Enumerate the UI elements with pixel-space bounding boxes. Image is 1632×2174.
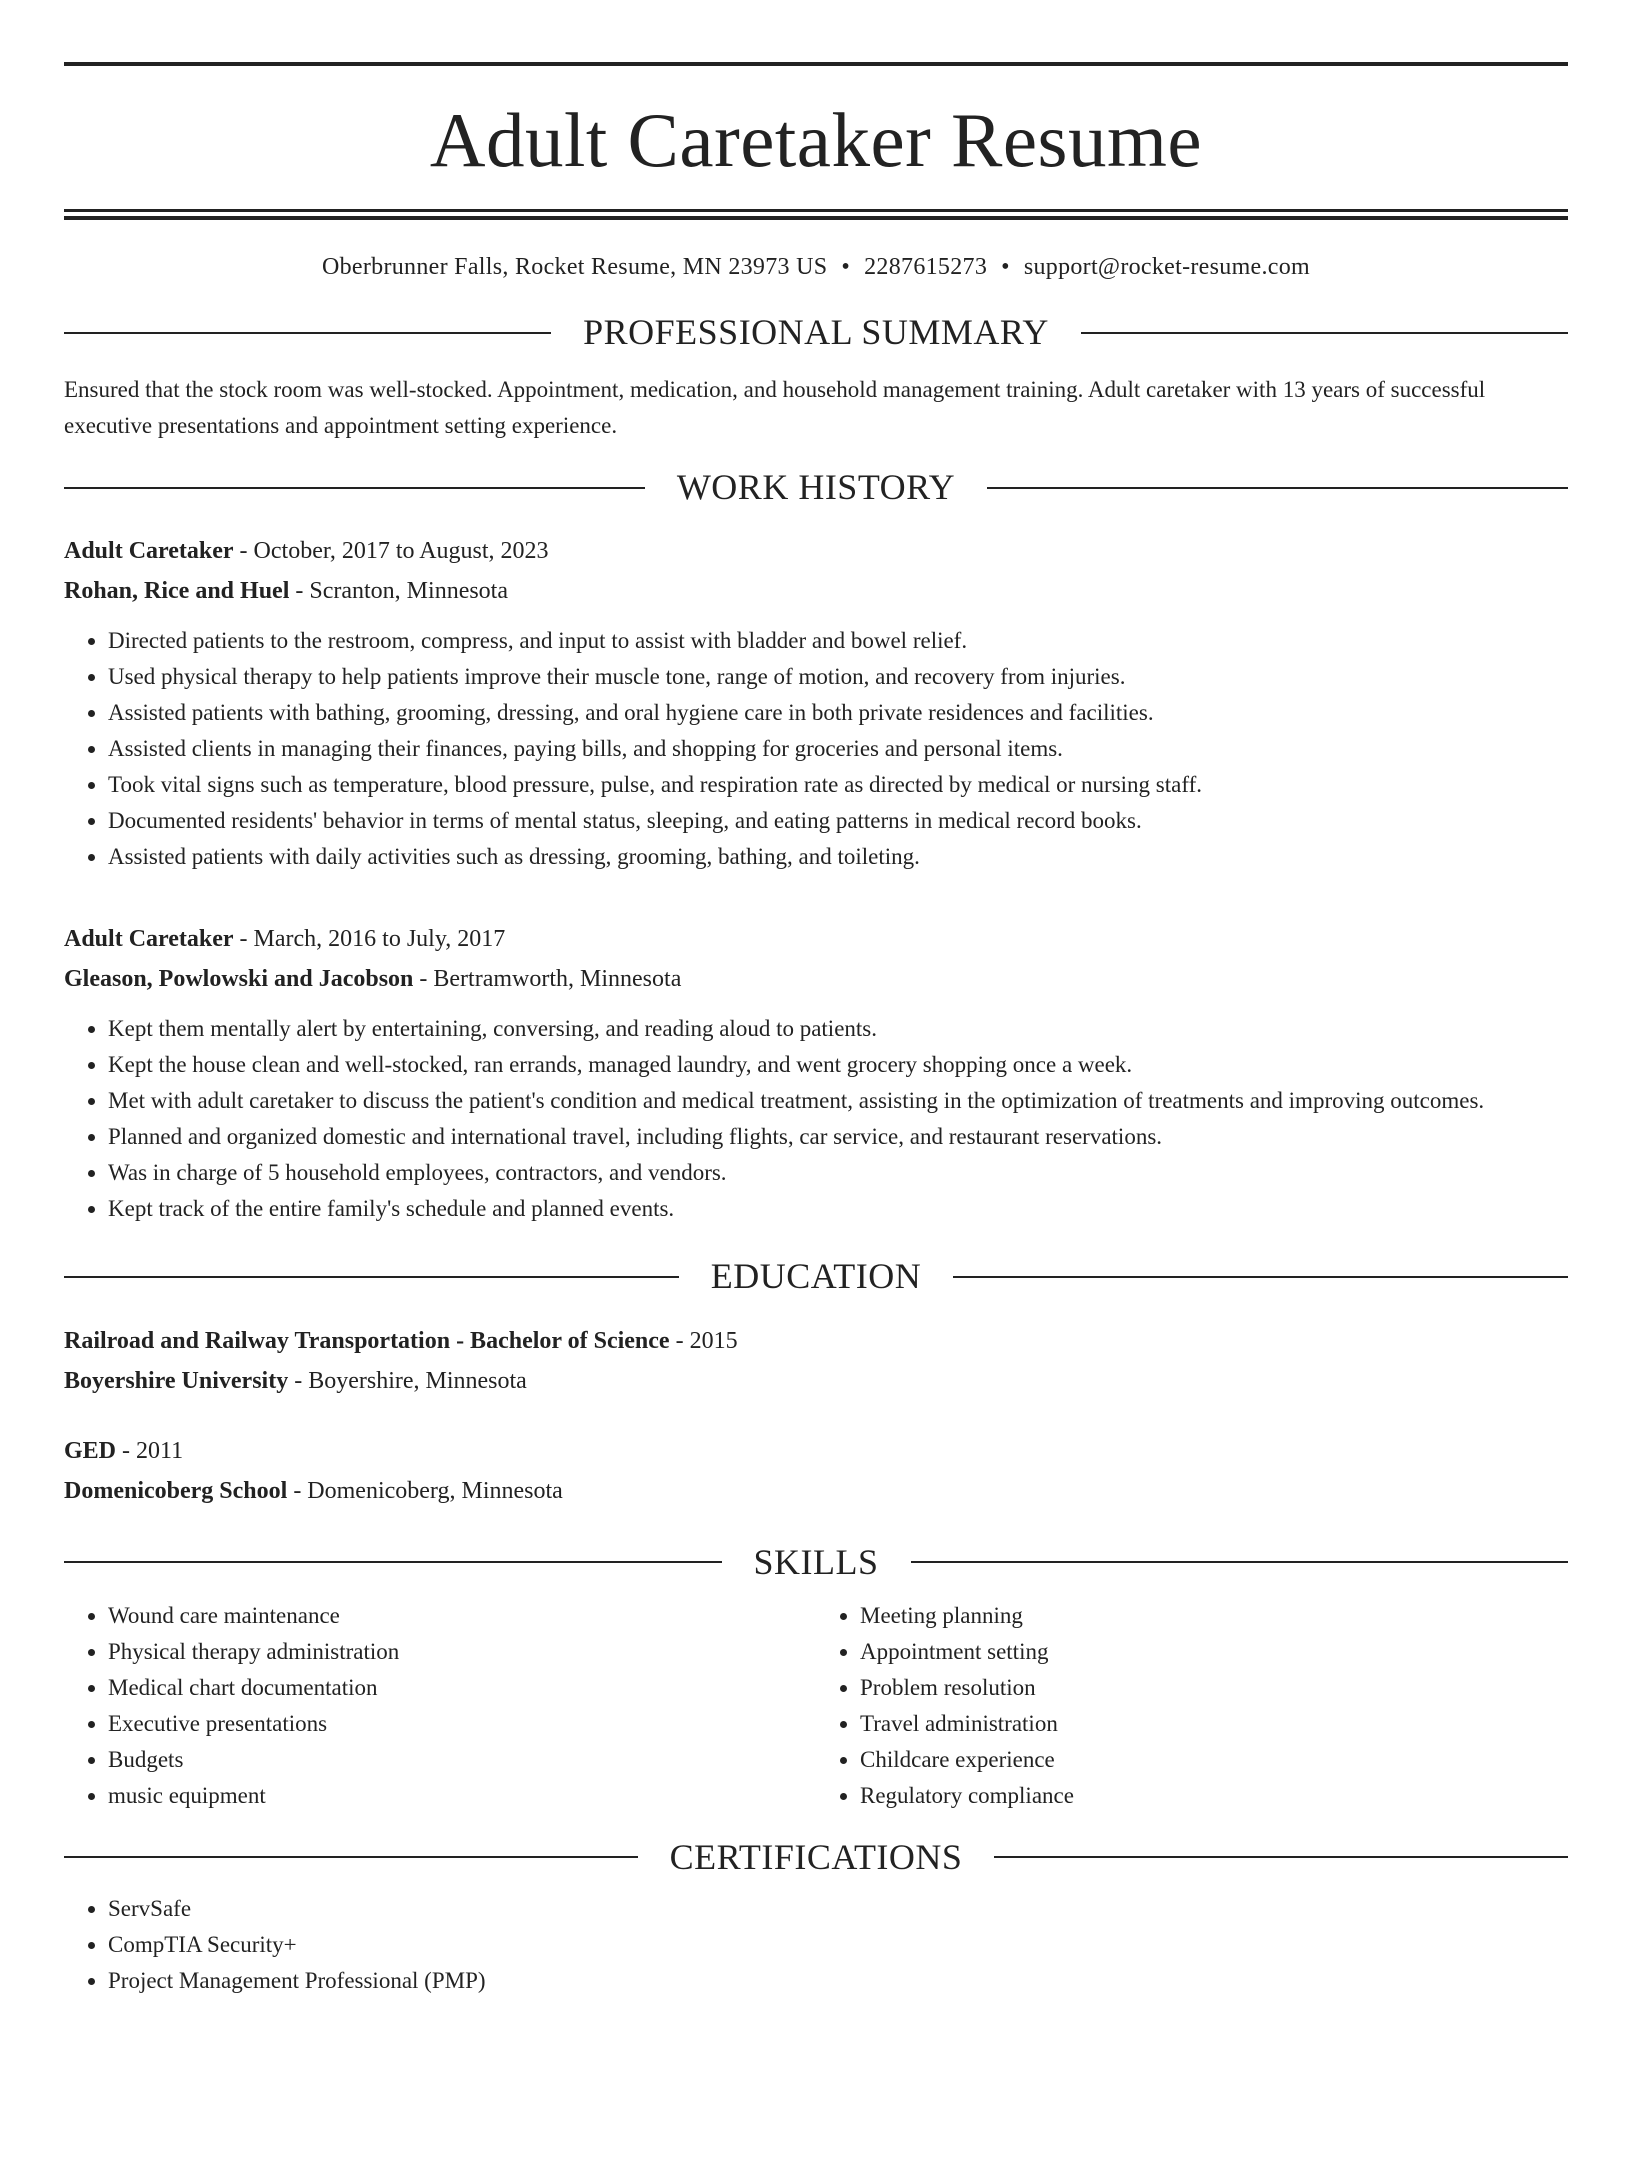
section-rule-left bbox=[64, 487, 645, 489]
section-title-certifications: CERTIFICATIONS bbox=[669, 1836, 963, 1877]
job-title: Adult Caretaker bbox=[64, 538, 234, 565]
job-title: Adult Caretaker bbox=[64, 926, 234, 953]
title-double-rule bbox=[64, 209, 1568, 220]
education-school: Boyershire University bbox=[64, 1367, 289, 1394]
section-header-education bbox=[64, 1255, 1568, 1298]
list-item: • Childcare experience bbox=[860, 1742, 1568, 1778]
job-company: Gleason, Powlowski and Jacobson bbox=[64, 966, 414, 993]
list-item: • ServSafe bbox=[108, 1891, 1568, 1927]
list-item: • Assisted patients with daily activities such as dressing, grooming, bathing, and toileting. bbox=[108, 839, 1568, 875]
job-company: Rohan, Rice and Huel bbox=[64, 578, 290, 605]
education-entry bbox=[64, 1431, 1568, 1511]
section-rule-right bbox=[994, 1856, 1568, 1858]
education-degree-line bbox=[64, 1321, 1568, 1361]
top-rule bbox=[64, 62, 1568, 66]
education-school-line bbox=[64, 1361, 1568, 1401]
education-location: - Domenicoberg, Minnesota bbox=[287, 1477, 563, 1504]
list-item: • Met with adult caretaker to discuss the patient's condition and medical treatment, assisting in the optimization of treatments and improving outcomes. bbox=[108, 1083, 1568, 1119]
job-entry bbox=[64, 919, 1568, 1227]
section-title-work-history: WORK HISTORY bbox=[676, 467, 956, 508]
job-bullets bbox=[64, 623, 1568, 875]
section-rule-right bbox=[987, 487, 1568, 489]
education-year: - 2011 bbox=[116, 1437, 184, 1464]
section-rule-left bbox=[64, 332, 551, 334]
summary-text: Ensured that the stock room was well-stocked. Appointment, medication, and household management training. Adult caretaker with 13 years of successful executive presentations and appointment setting experience. bbox=[64, 377, 1486, 439]
job-dates: - March, 2016 to July, 2017 bbox=[233, 926, 506, 953]
section-rule-left bbox=[64, 1561, 722, 1563]
list-item: • Assisted clients in managing their finances, paying bills, and shopping for groceries and personal items. bbox=[108, 731, 1568, 767]
job-company-line bbox=[64, 571, 1568, 611]
education-degree-line bbox=[64, 1431, 1568, 1471]
job-location: - Scranton, Minnesota bbox=[289, 578, 508, 605]
list-item: • Travel administration bbox=[860, 1706, 1568, 1742]
list-item: • Regulatory compliance bbox=[860, 1778, 1568, 1814]
education-school: Domenicoberg School bbox=[64, 1477, 288, 1504]
job-bullets bbox=[64, 1011, 1568, 1227]
list-item: • Project Management Professional (PMP) bbox=[108, 1963, 1568, 1999]
education-degree: GED bbox=[64, 1437, 117, 1464]
list-item: • Took vital signs such as temperature, blood pressure, pulse, and respiration rate as directed by medical or nursing staff. bbox=[108, 767, 1568, 803]
section-header-work-history bbox=[64, 466, 1568, 509]
contact-address: Oberbrunner Falls, Rocket Resume, MN 23973 US bbox=[321, 254, 828, 280]
section-rule-right bbox=[911, 1561, 1569, 1563]
list-item: • Planned and organized domestic and international travel, including flights, car service, and restaurant reservations. bbox=[108, 1119, 1568, 1155]
job-title-line bbox=[64, 919, 1568, 959]
job-company-line bbox=[64, 959, 1568, 999]
list-item: • Kept them mentally alert by entertaining, conversing, and reading aloud to patients. bbox=[108, 1011, 1568, 1047]
contact-line bbox=[64, 254, 1568, 281]
section-title-summary: PROFESSIONAL SUMMARY bbox=[583, 312, 1049, 352]
list-item: • music equipment bbox=[108, 1778, 816, 1814]
list-item: • Used physical therapy to help patients improve their muscle tone, range of motion, and recovery from injuries. bbox=[108, 659, 1568, 695]
contact-phone: 2287615273 bbox=[864, 254, 988, 280]
skills-column-right bbox=[816, 1598, 1568, 1814]
section-title-skills: SKILLS bbox=[753, 1541, 879, 1582]
contact-email: support@rocket-resume.com bbox=[1023, 254, 1311, 280]
job-location: - Bertramworth, Minnesota bbox=[413, 966, 682, 993]
contact-separator: • bbox=[841, 254, 851, 280]
list-item: • Assisted patients with bathing, grooming, dressing, and oral hygiene care in both private residences and facilities. bbox=[108, 695, 1568, 731]
list-item: • Problem resolution bbox=[860, 1670, 1568, 1706]
section-rule-left bbox=[64, 1856, 638, 1858]
education-school-line bbox=[64, 1471, 1568, 1511]
list-item: • Documented residents' behavior in terms of mental status, sleeping, and eating patterns in medical record books. bbox=[108, 803, 1568, 839]
certifications-list bbox=[64, 1891, 1568, 1999]
section-rule-right bbox=[1081, 332, 1568, 334]
job-entry bbox=[64, 531, 1568, 875]
list-item: • Wound care maintenance bbox=[108, 1598, 816, 1634]
page-title: Adult Caretaker Resume bbox=[429, 97, 1203, 183]
section-header-summary bbox=[64, 311, 1568, 354]
list-item: • Appointment setting bbox=[860, 1634, 1568, 1670]
education-entry bbox=[64, 1321, 1568, 1401]
education-year: - 2015 bbox=[669, 1327, 738, 1354]
education-degree: Railroad and Railway Transportation - Bachelor of Science bbox=[64, 1327, 670, 1354]
resume-page bbox=[0, 62, 1632, 2174]
list-item: • Physical therapy administration bbox=[108, 1634, 816, 1670]
list-item: • Was in charge of 5 household employees, contractors, and vendors. bbox=[108, 1155, 1568, 1191]
education-location: - Boyershire, Minnesota bbox=[288, 1367, 527, 1394]
job-title-line bbox=[64, 531, 1568, 571]
list-item: • Medical chart documentation bbox=[108, 1670, 816, 1706]
list-item: • Directed patients to the restroom, compress, and input to assist with bladder and bowel relief. bbox=[108, 623, 1568, 659]
skills-grid bbox=[64, 1598, 1568, 1814]
section-header-certifications bbox=[64, 1836, 1568, 1879]
skills-column-left bbox=[64, 1598, 816, 1814]
contact-separator: • bbox=[1001, 254, 1010, 280]
section-title-education: EDUCATION bbox=[710, 1256, 922, 1297]
list-item: • Executive presentations bbox=[108, 1706, 816, 1742]
section-header-skills bbox=[64, 1541, 1568, 1584]
section-rule-right bbox=[953, 1276, 1568, 1278]
list-item: • Meeting planning bbox=[860, 1598, 1568, 1634]
list-item: • Budgets bbox=[108, 1742, 816, 1778]
list-item: • Kept track of the entire family's schedule and planned events. bbox=[108, 1191, 1568, 1227]
job-dates: - October, 2017 to August, 2023 bbox=[233, 538, 549, 565]
list-item: • Kept the house clean and well-stocked, ran errands, managed laundry, and went grocery shopping once a week. bbox=[108, 1047, 1568, 1083]
list-item: • CompTIA Security+ bbox=[108, 1927, 1568, 1963]
section-rule-left bbox=[64, 1276, 679, 1278]
